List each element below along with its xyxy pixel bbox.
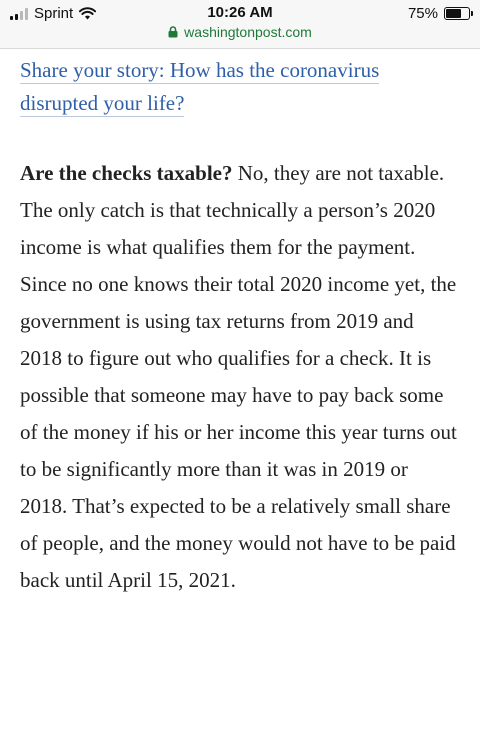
battery-icon — [444, 7, 470, 20]
carrier-label: Sprint — [34, 5, 74, 22]
address-bar[interactable] — [0, 24, 480, 40]
article-paragraph — [20, 155, 460, 599]
article-body — [20, 54, 460, 620]
status-right — [408, 5, 470, 22]
battery-fill — [446, 9, 461, 18]
status-time: 10:26 AM — [207, 4, 273, 21]
battery-percent: 75% — [407, 5, 438, 22]
share-story-link[interactable] — [20, 54, 460, 120]
url-text: washingtonpost.com — [184, 24, 312, 40]
status-bar — [0, 0, 480, 49]
answer-text: No, they are not taxable. The only catch is that technically a person’s 2020 income is what qualifies them for the payment. Since no one knows their total 2020 income yet, the government is using tax returns from 2019 and 2018 to figure out who qualifies for a check. It is possible that someone may have to pay back some of the money if his or her income this year turns out to be significantly more than it was in 2019 or 2018. That’s expected to be a relatively small share of people, and the money would not have to be paid back until April 15, 2021. — [20, 161, 457, 592]
lock-icon — [168, 26, 178, 38]
question-heading: Are the checks taxable? — [20, 161, 233, 185]
share-story-link-text: Share your story: How has the coronavirus disrupted your life? — [20, 58, 380, 115]
